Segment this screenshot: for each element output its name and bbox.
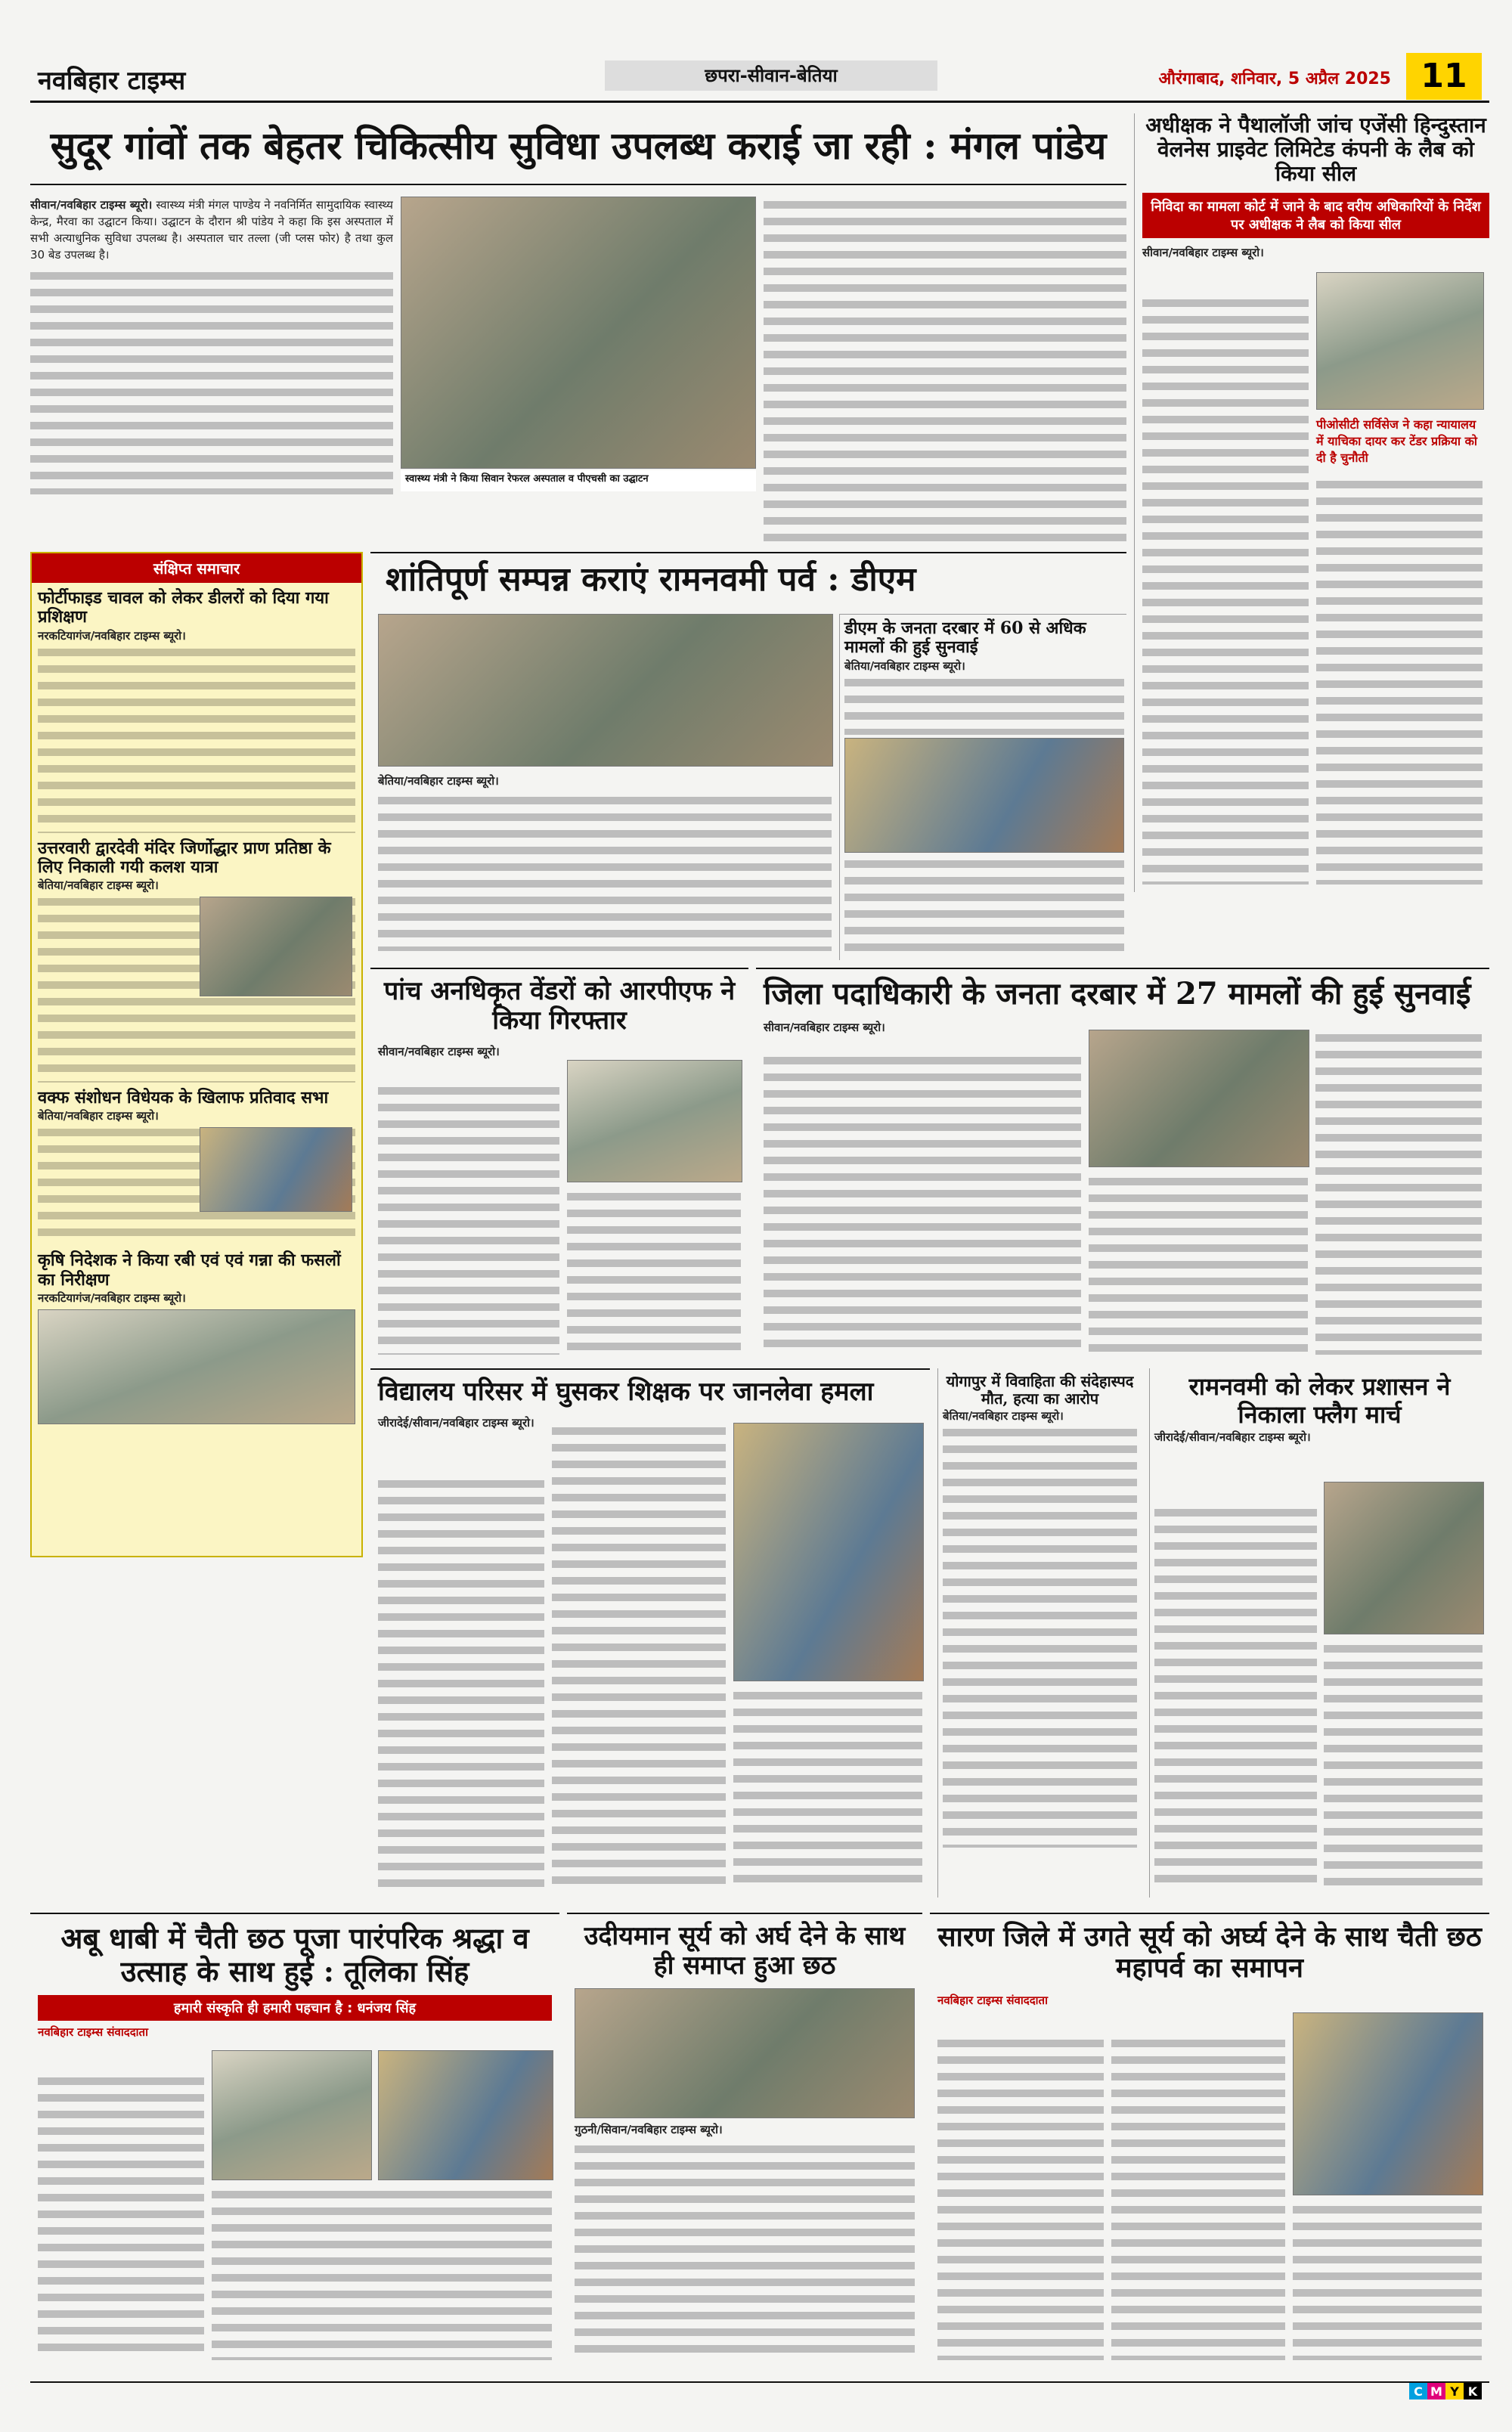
teacher-byline: जीरादेई/सीवान/नवबिहार टाइम्स ब्यूरो। [378, 1416, 534, 1430]
brief-byline-1: नरकटियागंज/नवबिहार टाइम्स ब्यूरो। [38, 628, 186, 643]
crop-inspection-photo [38, 1309, 355, 1424]
abudhabi-deck: हमारी संस्कृति ही हमारी पहचान है : धनंजय सिंह [38, 1995, 552, 2021]
masthead [30, 53, 1489, 103]
ramnavami-headline: शांतिपूर्ण सम्पन्न कराएं रामनवमी पर्व : डीएम [386, 560, 916, 599]
rising-sun-story [567, 1913, 922, 2366]
lead-body-column [30, 197, 393, 544]
brief-news-box [30, 552, 363, 1557]
brief-byline-2: बेतिया/नवबिहार टाइम्स ब्यूरो। [38, 878, 159, 893]
rpf-story [370, 968, 748, 1361]
rising-sun-headline: उदीयमान सूर्य को अर्घ देने के साथ ही समाप्त हुआ छठ [584, 1921, 906, 1981]
dm-side-headline: डीएम के जनता दरबार में 60 से अधिक मामलों की हुई सुनवाई [844, 618, 1086, 658]
abudhabi-headline: अबू धाबी में चैती छठ पूजा पारंपरिक श्रद्धा व उत्साह के साथ हुई : तूलिका सिंह [60, 1921, 529, 1988]
lead-photo-caption: स्वास्थ्य मंत्री ने किया सिवान रेफरल अस्पताल व पीएचसी का उद्घाटन [401, 470, 756, 491]
saran-photo [1293, 2012, 1483, 2195]
teacher-headline: विद्यालय परिसर में घुसकर शिक्षक पर जानलेवा हमला [378, 1377, 874, 1407]
flag-march-byline: जीरादेई/सीवान/नवबिहार टाइम्स ब्यूरो। [1154, 1430, 1311, 1444]
abudhabi-byline: नवबिहार टाइम्स संवाददाता [38, 2025, 148, 2040]
pathology-photo [1316, 272, 1484, 410]
kalash-yatra-photo [200, 897, 352, 996]
lead-body-continued [30, 268, 393, 494]
teacher-photo [733, 1423, 924, 1681]
janata-darbar-story [756, 968, 1489, 1361]
flag-march-headline: रामनवमी को लेकर प्रशासन ने निकाला फ्लैग मार्च [1188, 1372, 1451, 1429]
lead-headline-box [30, 113, 1126, 185]
janata-darbar-sidebar [839, 614, 1126, 960]
cmyk-marks: C M Y K [1409, 2383, 1482, 2399]
abudhabi-photo-2 [378, 2050, 553, 2180]
flag-march-story [1149, 1368, 1489, 1898]
brand-title: नवबिहार टाइम्स [38, 66, 186, 96]
lead-byline: सीवान/नवबिहार टाइम्स ब्यूरो। [30, 198, 153, 212]
pathology-headline: अधीक्षक ने पैथालॉजी जांच एजेंसी हिन्दुस्तान वेलनेस प्राइवेट लिमिटेड कंपनी के लैब को किया सील [1145, 113, 1486, 187]
abudhabi-story [30, 1913, 559, 2366]
page-footer [30, 2381, 1489, 2399]
janata-darbar-headline: जिला पदाधिकारी के जनता दरबार में 27 मामलों की हुई सुनवाई [764, 976, 1471, 1012]
teacher-story [370, 1368, 930, 1898]
pathology-story [1134, 113, 1489, 892]
lead-body-column-2 [764, 197, 1126, 544]
ramnavami-byline: बेतिया/नवबिहार टाइम्स ब्यूरो। [378, 774, 499, 788]
lead-photo [401, 197, 756, 469]
saran-story [930, 1913, 1489, 2366]
rising-sun-byline: गुठनी/सिवान/नवबिहार टाइम्स ब्यूरो। [575, 2123, 723, 2137]
dm-darbar-photo [844, 738, 1124, 853]
brief-headline-4: कृषि निदेशक ने किया रबी एवं एवं गन्ना की फसलों का निरीक्षण [38, 1250, 341, 1290]
janata-darbar-byline: सीवान/नवबिहार टाइम्स ब्यूरो। [764, 1021, 885, 1034]
brief-headline-2: उत्तरवारी द्वारदेवी मंदिर जिर्णोद्धार प्राण प्रतिष्ठा के लिए निकाली गयी कलश यात्रा [38, 838, 331, 877]
lead-headline: सुदूर गांवों तक बेहतर चिकित्सीय सुविधा उपलब्ध कराई जा रही : मंगल पांडेय [50, 123, 1107, 168]
abudhabi-photo-1 [212, 2050, 372, 2180]
married-woman-headline: योगापुर में विवाहिता की संदेहास्पद मौत, हत्या का आरोप [946, 1372, 1134, 1408]
married-woman-byline: बेतिया/नवबिहार टाइम्स ब्यूरो। [943, 1409, 1064, 1423]
pathology-deck: निविदा का मामला कोर्ट में जाने के बाद वरीय अधिकारियों के निर्देश पर अधीक्षक ने लैब को किया सील [1142, 193, 1489, 238]
rpf-byline: सीवान/नवबिहार टाइम्स ब्यूरो। [378, 1045, 500, 1059]
brief-byline-4: नरकटियागंज/नवबिहार टाइम्स ब्यूरो। [38, 1291, 186, 1306]
brief-news-header: संक्षिप्त समाचार [32, 553, 361, 583]
rpf-headline: पांच अनधिकृत वेंडरों को आरपीएफ ने किया गिरफ्तार [383, 976, 736, 1036]
flag-march-photo [1324, 1482, 1484, 1634]
protest-photo [200, 1127, 352, 1212]
pathology-subhead: पीओसीटी सर्विसेज ने कहा न्यायालय में याचिका दायर कर टेंडर प्रक्रिया को दी है चुनौती [1316, 417, 1478, 465]
section-tab: छपरा-सीवान-बेतिया [605, 60, 937, 91]
brief-headline-3: वक्फ संशोधन विधेयक के खिलाफ प्रतिवाद सभा [38, 1088, 329, 1108]
janata-darbar-photo [1089, 1030, 1309, 1167]
page-number: 11 [1406, 53, 1482, 100]
saran-headline: सारण जिले में उगते सूर्य को अर्घ्य देने के साथ चैती छठ महापर्व का समापन [937, 1921, 1482, 1984]
pathology-byline: सीवान/नवबिहार टाइम्स ब्यूरो। [1142, 245, 1264, 259]
brief-headline-1: फोर्टीफाइड चावल को लेकर डीलरों को दिया गया प्रशिक्षण [38, 588, 329, 627]
rpf-photo [567, 1060, 742, 1182]
rising-sun-photo [575, 1988, 915, 2118]
married-woman-story [937, 1368, 1142, 1898]
dateline: औरंगाबाद, शनिवार, 5 अप्रैल 2025 [1158, 70, 1391, 88]
lead-body: स्वास्थ्य मंत्री मंगल पाण्डेय ने नवनिर्मित सामुदायिक स्वास्थ्य केन्द्र, मैरवा का उद्घाटन किया। उद्घाटन के दौरान श्री पांडेय ने कहा कि इस अस्पताल में सभी अत्याधुनिक सुविधा उपलब्ध है। अस्पताल चार तल्ला (जी प्लस फोर) है तथा कुल 30 बेड उपलब्ध है। [30, 198, 393, 262]
ramnavami-story [370, 552, 1126, 960]
dm-side-byline: बेतिया/नवबिहार टाइम्स ब्यूरो। [844, 658, 965, 673]
saran-byline: नवबिहार टाइम्स संवाददाता [937, 1993, 1048, 2007]
ramnavami-meeting-photo [378, 614, 833, 767]
brief-byline-3: बेतिया/नवबिहार टाइम्स ब्यूरो। [38, 1109, 159, 1123]
